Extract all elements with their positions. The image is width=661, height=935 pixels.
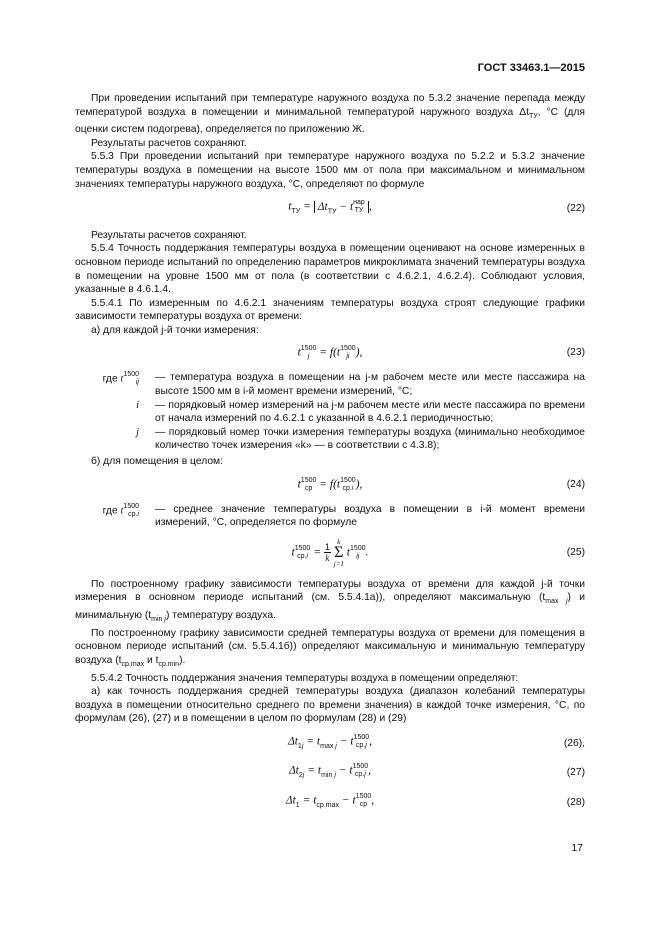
document-header: ГОСТ 33463.1—2015 (477, 62, 585, 74)
legend-text: — температура воздуха в помещении на j-м рабочем месте или месте пассажира на высоте 1500 мм в i-й момент времени измерений, °С; (155, 372, 585, 398)
formula-24: t 1500 ср = f(t 1500 ср.i ), (24) (297, 476, 585, 492)
equation-number: (24) (566, 478, 585, 490)
paragraph: б) для помещения в целом: (91, 456, 223, 468)
paragraph: 5.5.4.2 Точность поддержания значения температуры воздуха в помещении определяют: (91, 672, 519, 684)
page-number: 17 (571, 843, 583, 854)
where-label: где (102, 374, 118, 386)
paragraph: 5.5.3 При проведении испытаний при температуре наружного воздуха по 5.2.2 и 5.3.2 значение температуры воздуха в помещении на высоте 1500 мм от пола при максимальном и минимальном значениях температуры наружного воздуха, °С, определяют по формуле (75, 151, 585, 190)
equation-number: (22) (566, 203, 585, 215)
equation-number: (23) (566, 347, 585, 359)
paragraph: Результаты расчетов сохраняют. (91, 229, 247, 241)
legend-key: где t 1500 ij (102, 371, 139, 387)
subscript: ТУ (528, 112, 538, 120)
legend-key: i (136, 399, 139, 411)
page-content (75, 92, 585, 823)
paragraph (75, 92, 585, 137)
equation-number: (28) (566, 796, 585, 808)
legend-list (75, 371, 585, 453)
paragraph: Результаты расчетов сохраняют. (91, 137, 247, 149)
legend-key: j (136, 426, 139, 438)
paragraph: По построенному графику зависимости температуры воздуха от времени для каждой j-й точки измерения в основном периоде испытаний (см. 5.5.4.1а)), определяют максимальную $(t_{max j})$ и минимальную $(t_{min j})$ температуру воздуха. (75, 578, 586, 624)
equation-number: (27) (566, 767, 585, 779)
paragraph: 5.5.4 Точность поддержания температуры воздуха в помещении оценивают на основе измеренных в основном периоде испытаний по определению параметров микроклимата значений температуры воздуха в помещении на уровне 1500 мм от пола (в соответствии с 4.6.2.1, 4.6.2.4). Соблюдают условия, указанные в 4.6.1.4. (75, 243, 585, 296)
paragraph: 5.5.4.1 По измеренным по 4.6.2.1 значениям температуры воздуха строят следующие графики зависимости температуры воздуха от времени: (75, 297, 585, 323)
paragraph-text: ). (179, 654, 186, 666)
paragraph-text: ) и минимальную (t (75, 592, 586, 622)
formula-28: $\Delta t_1 = t_{ср.max} - t$ 1500 ср , (28) (285, 792, 585, 809)
equation-number: (26), (563, 737, 585, 749)
where-label: где (102, 505, 118, 517)
legend-list (75, 503, 585, 530)
paragraph-text: При проведении испытаний при температуре наружного воздуха по 5.3.2 значение перепада между температурой воздуха в помещении и минимальной температурой наружного воздуха Δt (75, 93, 585, 118)
paragraph-text: По построенному графику зависимости температуры воздуха от времени для каждой j-й точки измерения в основном периоде испытаний (см. 5.5.4.1а)), определяют максимальную (t (75, 578, 585, 604)
formula-23: t 1500 j = f(t 1500 ji ), (23) (297, 345, 585, 361)
equation-number: (25) (566, 547, 585, 559)
paragraph-text: По построенному графику зависимости средней температуры воздуха от времени для помещения в основном периоде испытаний (см. 5.5.4.1б)) определяют максимальную и минимальную температуру воздуха (t (75, 627, 585, 666)
legend-key: где t 1500 ср.i (102, 502, 139, 518)
legend-text: — порядковый номер измерений на j-м рабочем месте или месте пассажира по времени от начала измерений по 4.6.2.1 с указанной в 4.6.2.1 периодичностью; (155, 399, 585, 425)
legend-text: — порядковый номер точки измерения температуры воздуха (минимально необходимое количество точек измерения «k» — в соответствии с 4.3.8); (155, 426, 585, 452)
paragraph-text: , °С (для оценки систем подогрева), определяется по приложению Ж. (75, 106, 585, 136)
legend-text: — среднее значение температуры воздуха в помещении в i-й момент времени измерений, °С, определяется по формуле (155, 503, 585, 529)
formula-22: $t_{ТУ} = \Delta t_{ТУ} - t$ нар ТУ , (22) (288, 199, 585, 216)
formula-26: $\Delta t_{1j} = t_{max j} - t$ 1500 ср.j , (26), (287, 733, 585, 750)
paragraph: а) для каждой j-й точки измерения: (91, 324, 259, 336)
paragraph-text: и t (144, 654, 159, 666)
formula-25: t 1500 ср.i = $\frac{1}{k}$ k Σ j=1 t 1500 ij . (25) (291, 537, 585, 568)
paragraph: По построенному графику зависимости средней температуры воздуха от времени для помещения в основном периоде испытаний (см. 5.5.4.1б)) определяют максимальную и минимальную температуру воздуха ($t_{ср.max}$ и $t_{ср.min}$). (75, 627, 585, 668)
formula-27: $\Delta t_{2j} = t_{min j} - t$ 1500 ср.j , (27) (288, 763, 585, 780)
paragraph-text: ) температуру воздуха. (165, 610, 276, 622)
paragraph: а) как точность поддержания средней температуры воздуха (диапазон колебаний температуры воздуха в помещении относительно среднего по времени значения) в каждой точке измерения, °С, по формулам (26), (27) и в помещении в целом по формулам (28) и (29) (75, 686, 585, 725)
